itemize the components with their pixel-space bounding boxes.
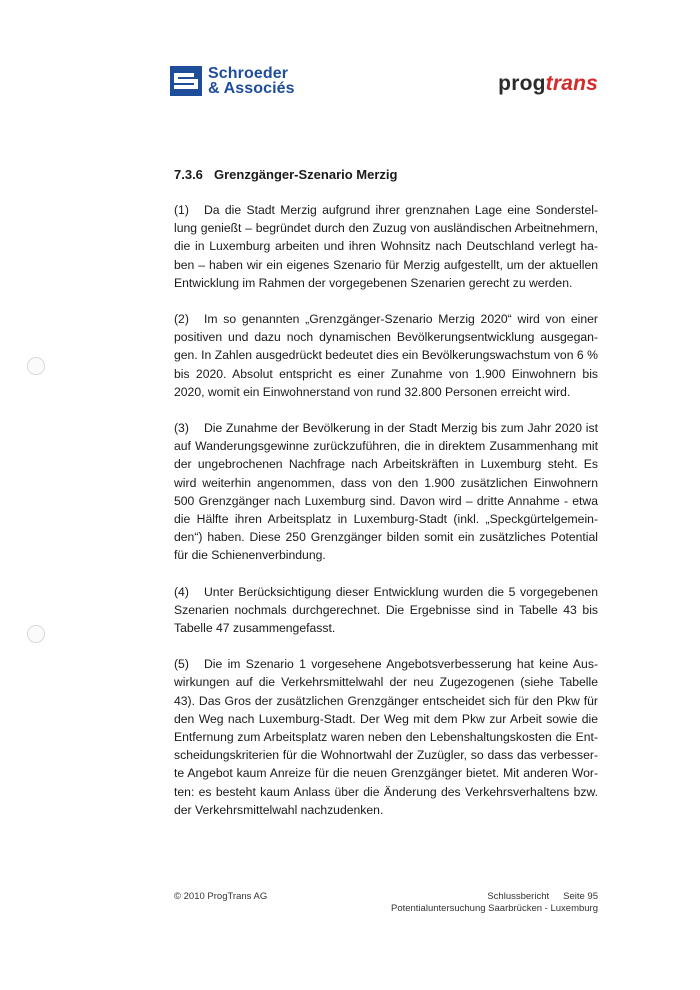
paragraph-text: Im so genannten „Grenzgänger-Szenario Merzig 2020“ wird von einer positiven und dazu noch dynamischen Bevölkerungsentwicklung ausgegangen. In Zahlen ausgedrückt bedeutet dies ein Bevölkerungswachstum von 6 % bis 2020. Absolut entspricht es einer Zunahme von 1.900 Einwohnern bis 2020, womit ein Einwohnerstand von rund 32.800 Personen erreicht wird. — [174, 312, 598, 399]
section-heading — [174, 166, 598, 184]
main-content — [174, 166, 598, 837]
paragraph-5 — [174, 655, 598, 819]
paragraph-number: (2) — [174, 312, 189, 327]
paragraph-number: (4) — [174, 584, 189, 599]
logo-left-line2: & Associés — [208, 80, 295, 97]
paragraph-2 — [174, 310, 598, 401]
page-header — [170, 66, 600, 106]
paragraph-text: Die im Szenario 1 vorgesehene Angebotsverbesserung hat keine Auswirkungen auf die Verkehrsmittelwahl der neu Zugezogenen (siehe Tabelle 43). Das Gros der zusätzlichen Grenzgänger entscheidet sich für den Pkw für den Weg nach Luxemburg-Stadt. Der Weg mit dem Pkw zur Arbeit sowie die Entfernung zum Arbeitsplatz waren neben den Lebenshaltungskosten die Entscheidungskriterien für die Wohnortwahl der Zuzügler, so dass das verbesserte Angebot kaum Anreize für die neuen Grenzgänger bietet. Mit anderen Worten: es besteht kaum Anlass über die Änderung des Verkehrsverhaltens bzw. der Verkehrsmittelwahl nachzudenken. — [174, 657, 598, 817]
schroeder-logo-text — [208, 66, 295, 96]
paragraph-3 — [174, 419, 598, 565]
footer-report-type: Schlussbericht — [487, 891, 550, 902]
punch-hole — [27, 357, 45, 375]
paragraph-text: Die Zunahme der Bevölkerung in der Stadt Merzig bis zum Jahr 2020 ist auf Wanderungsgewinne zurückzuführen, die in direktem Zusammenhang mit der ungebrochenen Nachfrage nach Arbeitskräften in Luxemburg steht. Es wird weiterhin angenommen, dass von den 1.900 zusätzlichen Einwohnern 500 Grenzgänger nach Luxemburg sind. Davon wird – dritte Annahme - etwa die Hälfte ihren Arbeitsplatz in Luxemburg-Stadt (inkl. „Speckgürtelgemeinden“) haben. Diese 250 Grenzgänger bilden somit ein zusätzliches Potential für die Schienenverbindung. — [174, 421, 598, 563]
paragraph-text: Da die Stadt Merzig aufgrund ihrer grenznahen Lage eine Sonderstellung genießt – begründet durch den Zuzug von ausländischen Arbeitnehmern, die in Luxemburg arbeiten und ihren Wohnsitz nach Deutschland verlegt haben – haben wir ein eigenes Szenario für Merzig aufgestellt, um der aktuellen Entwicklung im Rahmen der vorgegebenen Szenarien gerecht zu werden. — [174, 203, 598, 290]
progtrans-logo — [498, 72, 598, 96]
footer-report-line — [391, 891, 598, 903]
paragraph-number: (5) — [174, 657, 189, 672]
punch-hole — [27, 625, 45, 643]
paragraph-number: (1) — [174, 203, 189, 217]
section-number: 7.3.6 — [174, 167, 203, 182]
logo-right-trans: trans — [545, 72, 598, 95]
page-footer — [391, 891, 598, 915]
footer-page-number: Seite 95 — [563, 891, 598, 902]
paragraph-1 — [174, 201, 598, 292]
schroeder-logo-icon — [170, 66, 202, 96]
paragraph-number: (3) — [174, 421, 189, 436]
schroeder-logo — [170, 66, 295, 96]
paragraph-4 — [174, 583, 598, 638]
logo-left-line1: Schroeder — [208, 65, 289, 82]
footer-project: Potentialuntersuchung Saarbrücken - Luxemburg — [390, 903, 598, 914]
section-title: Grenzgänger-Szenario Merzig — [214, 167, 398, 182]
footer-copyright: © 2010 ProgTrans AG — [174, 891, 268, 902]
logo-right-prog: prog — [498, 72, 546, 95]
paragraph-text: Unter Berücksichtigung dieser Entwicklung wurden die 5 vorgegebenen Szenarien nochmals durchgerechnet. Die Ergebnisse sind in Tabelle 43 bis Tabelle 47 zusammengefasst. — [174, 584, 598, 636]
